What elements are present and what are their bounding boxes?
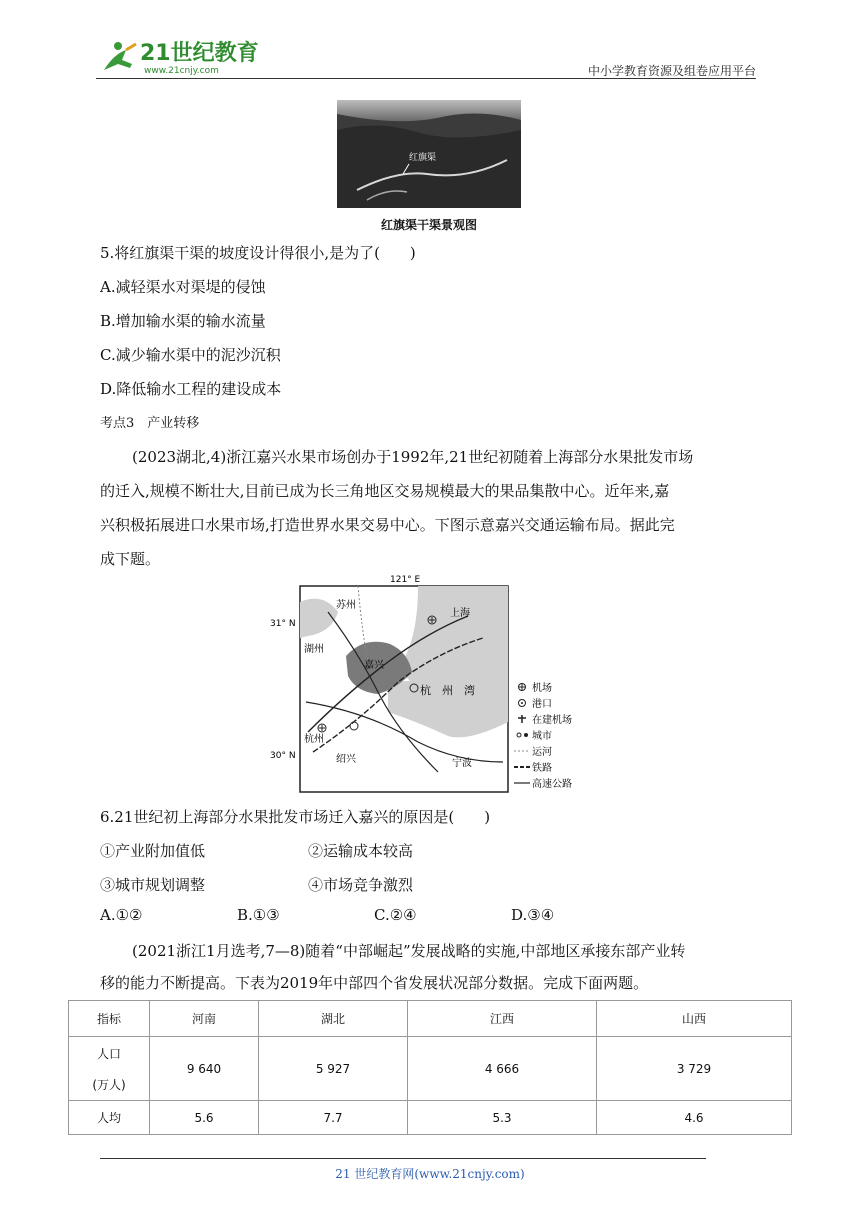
passage2-line: (2021浙江1月选考,7—8)随着“中部崛起”发展战略的实施,中部地区承接东部产业转 (132, 942, 686, 960)
legend-railway: 铁路 (532, 763, 552, 774)
q6-option-c: C.②④ (374, 906, 417, 924)
table-cell: 5.6 (150, 1101, 259, 1135)
map-label-huzhou: 湖州 (304, 644, 324, 655)
q6-option-d: D.③④ (511, 906, 555, 924)
jiaxing-transport-map (268, 572, 598, 794)
table-row (69, 1037, 792, 1101)
table-cell: 7.7 (259, 1101, 408, 1135)
legend-city: 城市 (532, 731, 552, 742)
hongqiqu-photo (337, 100, 521, 208)
table-header-row (69, 1001, 792, 1037)
table-header: 指标 (69, 1001, 150, 1037)
header-divider (96, 78, 756, 79)
q6-stem: 6.21世纪初上海部分水果批发市场迁入嘉兴的原因是( ) (100, 808, 491, 826)
q6-item-1: ①产业附加值低 (100, 842, 206, 860)
section-title: 考点3 产业转移 (100, 416, 200, 431)
table-row (69, 1101, 792, 1135)
table-cell: 4.6 (597, 1101, 792, 1135)
passage1-line: 成下题。 (100, 550, 161, 568)
footer-divider (100, 1158, 706, 1159)
q5-option-a: A.减轻渠水对渠堤的侵蚀 (100, 278, 266, 296)
logo-text: 21世纪教育 (140, 41, 259, 66)
legend-port: 港口 (532, 699, 552, 710)
q5-option-d: D.降低输水工程的建设成本 (100, 380, 282, 398)
q6-item-4: ④市场竞争激烈 (308, 876, 414, 894)
footer-link[interactable]: 21 世纪教育网(www.21cnjy.com) (335, 1167, 525, 1181)
map-label-shanghai: 上海 (450, 608, 470, 619)
q6-item-3: ③城市规划调整 (100, 876, 206, 894)
map-label-hangzhou-bay: 杭 州 湾 (420, 684, 475, 697)
province-data-table (68, 1000, 792, 1135)
table-cell: 9 640 (150, 1037, 259, 1101)
table-row-label-unit: (万人) (92, 1077, 126, 1092)
map-latitude-top: 31° N (270, 619, 296, 629)
table-row-label (69, 1037, 150, 1101)
logo-subtext: www.21cnjy.com (144, 66, 219, 76)
passage1-line: 的迁入,规模不断壮大,目前已成为长三角地区交易规模最大的果品集散中心。近年来,嘉 (100, 482, 670, 500)
legend-canal: 运河 (532, 747, 552, 758)
table-cell: 3 729 (597, 1037, 792, 1101)
q6-item-2: ②运输成本较高 (308, 842, 414, 860)
q6-option-b: B.①③ (237, 906, 280, 924)
table-header: 河南 (150, 1001, 259, 1037)
platform-name: 中小学教育资源及组卷应用平台 (587, 64, 756, 78)
legend-airport: 机场 (532, 683, 552, 694)
map-label-ningbo: 宁波 (452, 758, 472, 769)
map-longitude: 121° E (390, 575, 421, 585)
canal-label: 红旗渠 (409, 153, 437, 163)
q5-option-b: B.增加输水渠的输水流量 (100, 312, 266, 330)
table-header: 江西 (408, 1001, 597, 1037)
map-label-hangzhou: 杭州 (304, 734, 324, 745)
q6-option-a: A.①② (100, 906, 143, 924)
legend-expressway: 高速公路 (532, 779, 572, 790)
table-row-label-line: 人口 (96, 1046, 121, 1061)
map-label-jiaxing: 嘉兴 (364, 660, 384, 671)
table-row-label: 人均 (69, 1101, 150, 1135)
photo-caption: 红旗渠干渠景观图 (380, 218, 477, 232)
q5-stem: 5.将红旗渠干渠的坡度设计得很小,是为了( ) (100, 244, 416, 262)
passage2-line: 移的能力不断提高。下表为2019年中部四个省发展状况部分数据。完成下面两题。 (100, 974, 649, 992)
passage1-line: (2023湖北,4)浙江嘉兴水果市场创办于1992年,21世纪初随着上海部分水果批发市场 (132, 448, 694, 466)
legend-airport-under-construction: 在建机场 (532, 715, 572, 726)
table-cell: 5 927 (259, 1037, 408, 1101)
table-cell: 4 666 (408, 1037, 597, 1101)
site-logo (96, 36, 266, 76)
passage1-line: 兴积极拓展进口水果市场,打造世界水果交易中心。下图示意嘉兴交通运输布局。据此完 (100, 516, 675, 534)
map-latitude-bottom: 30° N (270, 751, 296, 761)
table-header: 湖北 (259, 1001, 408, 1037)
q5-option-c: C.减少输水渠中的泥沙沉积 (100, 346, 281, 364)
page-header (96, 28, 756, 80)
map-label-suzhou: 苏州 (336, 600, 356, 611)
table-header: 山西 (597, 1001, 792, 1037)
table-cell: 5.3 (408, 1101, 597, 1135)
map-label-shaoxing: 绍兴 (336, 754, 356, 765)
